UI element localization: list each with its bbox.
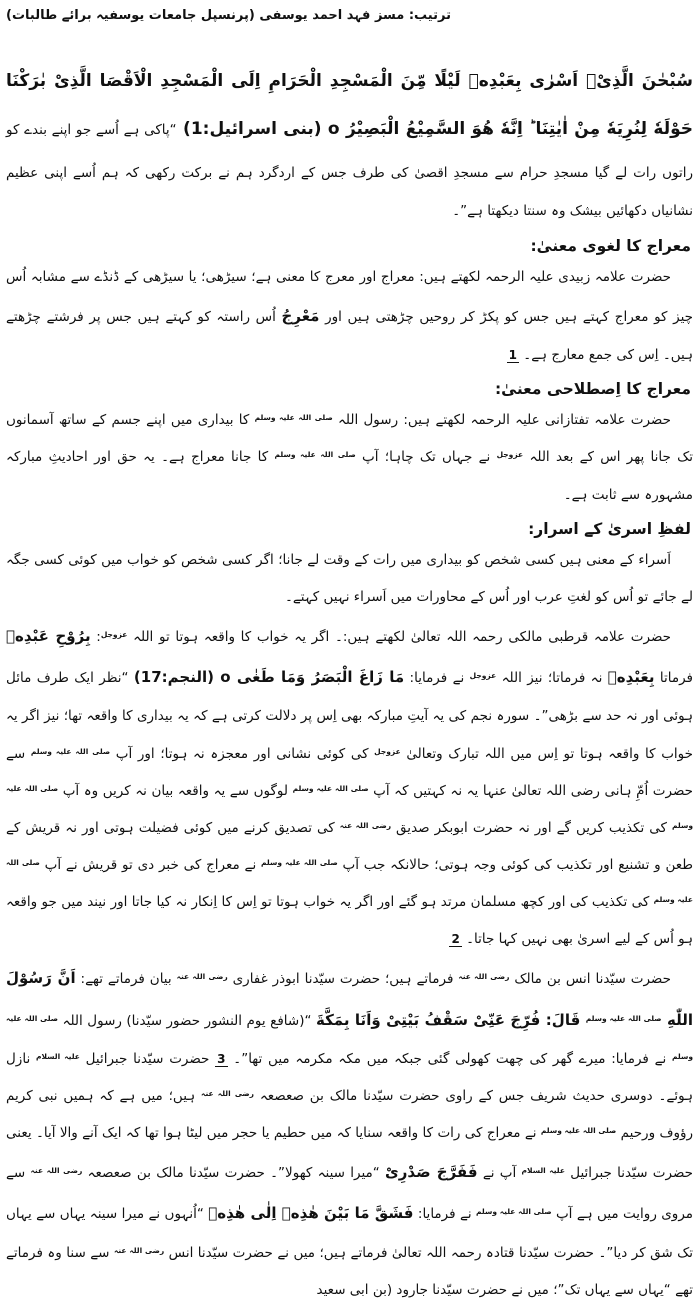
urdu-text-segment: کا بیداری میں اپنے جسم کے ساتھ آسمانوں تک جانا پھر اس کے بعد اللہ bbox=[6, 412, 693, 466]
urdu-text-segment: نے جہاں تک چاہا؛ آپ bbox=[355, 449, 497, 466]
urdu-text-segment: سے حضرت اُمِّ ہانی رضی اللہ تعالیٰ عنہا یہ نہ کہتیں کہ آپ bbox=[6, 745, 693, 799]
urdu-text-segment: حضرت سیّدنا انس بن مالک bbox=[509, 971, 671, 988]
urdu-text-segment: “اُنہوں نے میرا سینہ یہاں سے یہاں تک شق کر دیا”۔ حضرت سیّدنا قتادہ رحمہ اللہ تعالیٰ فرماتے ہیں؛ میں نے حضرت سیّدنا انس bbox=[6, 1206, 693, 1261]
para-qurtubi bbox=[6, 616, 693, 958]
urdu-text-segment: “پاکی ہے اُسے جو اپنے بندے کو راتوں رات لے گیا مسجدِ حرام سے مسجدِ اقصیٰ کی طرف جس کے اردگرد ہم نے برکت رکھی کہ ہم اُسے اپنی عظیم نشانیاں دکھائیں بیشک وہ سنتا دیکھتا ہے”۔ bbox=[6, 122, 693, 220]
arabic-text-segment: اَنَّ رَسُوْلَ اللّٰهِ bbox=[6, 969, 693, 1029]
honorific-text-segment: صلی اللہ علیہ وسلم bbox=[6, 783, 693, 830]
honorific-text-segment: صلی اللہ علیہ وسلم bbox=[476, 1207, 552, 1217]
heading-meraj-lughwi-maani: معراج کا لغوی معنیٰ: bbox=[530, 236, 691, 255]
heading-meraj-istilahi-maani: معراج کا اِصطلاحی معنیٰ: bbox=[494, 380, 691, 399]
honorific-text-segment: صلی اللہ علیہ وسلم bbox=[274, 450, 356, 460]
urdu-text-segment: حضرت علامہ قرطبی مالکی رحمہ اللہ تعالیٰ لکھتے ہیں:۔ اگر یہ خواب کا واقعہ ہوتا تو اللہ bbox=[127, 628, 671, 645]
urdu-text-segment: “(شافع یوم النشور حضور سیّدنا) رسول اللہ bbox=[58, 1012, 316, 1029]
arabic-text-segment: مَا زَاغَ الْبَصَرُ وَمَا طَغٰی o (النجم:17) bbox=[133, 668, 405, 687]
honorific-text-segment: عزوجل bbox=[374, 746, 401, 756]
urdu-text-segment: حضرت علامہ زبیدی علیہ الرحمہ لکھتے ہیں: معراج اور معرج کا معنی ہے؛ سیڑھی؛ یا سیڑھی کے ڈنڈے سے مشابہ اُس چیز کو معراج کہتے ہیں جس کو پکڑ کر روحیں چڑھتی ہیں اور bbox=[6, 268, 694, 325]
urdu-text-segment: بیان فرماتے تھے: bbox=[75, 971, 177, 988]
urdu-text-segment: اُس راستہ کو کہتے ہیں جس پر فرشتے چڑھتے ہیں۔ اِس کی جمع معارج ہے۔ bbox=[6, 308, 693, 364]
urdu-text-segment: کی تکذیب کریں گے اور نہ حضرت ابوبکر صدیق bbox=[391, 819, 673, 836]
honorific-text-segment: صلی اللہ علیہ وسلم bbox=[30, 746, 111, 756]
honorific-text-segment: عزوجل bbox=[100, 629, 128, 639]
honorific-text-segment: رضی اللہ عنہ bbox=[458, 972, 510, 982]
honorific-text-segment: صلی اللہ علیہ وسلم bbox=[6, 857, 693, 905]
urdu-text-segment: کی کوئی نشانی اور معجزہ نہ ہوتا؛ اور آپ bbox=[110, 745, 375, 762]
urdu-text-segment: فرماتے ہیں؛ حضرت سیّدنا ابوذر غفاری bbox=[227, 971, 459, 988]
urdu-text-segment: “نظر ایک طرف مائل ہوئی اور نہ حد سے بڑھی”۔ سورہ نجم کی یہ آیتِ مبارکہ بھی اِس پر دلالت کرتی ہے کہ یہ بیداری کا واقعہ تھا؛ نیز اگر یہ خواب کا واقعہ ہوتا تو اِس میں اللہ تبارک وتعالیٰ bbox=[6, 670, 694, 762]
arabic-text-segment: قَالَ: فُرِّجَ عَنِّیْ سَقْفُ بَیْتِیْ وَاَنَا بِمَكَّةَ bbox=[315, 1010, 586, 1029]
urdu-text-segment: حضرت سیّدنا جبرائیل bbox=[79, 1050, 216, 1067]
urdu-text-segment: سے سنا وہ فرماتے تھے “یہاں سے یہاں تک”؛ میں نے حضرت سیّدنا جارود (بن ابی سعید bbox=[6, 1244, 693, 1298]
para-taftazani bbox=[6, 402, 693, 513]
honorific-text-segment: صلی اللہ علیہ وسلم bbox=[6, 1013, 694, 1061]
honorific-text-segment: رضی اللہ عنہ bbox=[30, 1166, 83, 1176]
urdu-text-segment: فرماتا bbox=[654, 670, 694, 687]
honorific-text-segment: عزوجل bbox=[469, 671, 497, 681]
para-anas-abuzar bbox=[6, 958, 693, 1309]
urdu-text-segment: نے فرمایا: bbox=[413, 1206, 477, 1223]
honorific-text-segment: رضی اللہ عنہ bbox=[201, 1088, 254, 1098]
urdu-text-segment: آپ نے bbox=[477, 1165, 522, 1182]
byline: ترتیب: مسز فہد احمد یوسفی (پرنسپل جامعات یوسفیہ برائے طالبات) bbox=[6, 8, 451, 23]
urdu-text-segment: ہیں؛ میں ہے کہ ہمیں نبی کریم رؤوف ورحیم bbox=[6, 1087, 693, 1142]
arabic-text-segment: بِرُوْحِ عَبْدِهٖ bbox=[6, 626, 91, 645]
arabic-text-segment: مَعْرِجُ bbox=[281, 306, 320, 325]
honorific-text-segment: صلی اللہ علیہ وسلم bbox=[254, 413, 333, 423]
urdu-text-segment: نے فرمایا: bbox=[404, 670, 470, 687]
honorific-text-segment: عزوجل bbox=[496, 450, 524, 460]
urdu-text-segment: نے فرمایا: میرے گھر کی چھت کھولی گئی جبکہ میں مکہ مکرمہ میں تھا”۔ bbox=[227, 1050, 673, 1067]
urdu-text-segment: سے مروی روایت میں ہے آپ bbox=[6, 1165, 694, 1223]
arabic-text-segment: فَشَقَّ مَا بَیْنَ هٰذِهٖ اِلٰی هٰذِهٖ bbox=[208, 1204, 414, 1223]
honorific-text-segment: علیہ السلام bbox=[35, 1051, 80, 1061]
honorific-text-segment: رضی اللہ عنہ bbox=[176, 972, 228, 982]
honorific-text-segment: صلی اللہ علیہ وسلم bbox=[261, 857, 338, 867]
honorific-text-segment: صلی اللہ علیہ وسلم bbox=[585, 1013, 662, 1023]
arabic-text-segment: سُبْحٰنَ الَّذِیْۤ اَسْرٰی بِعَبْدِهٖ لَیْلًا مِّنَ الْمَسْجِدِ الْحَرَامِ اِلَی الْمَسْجِدِ الْاَقْصَا الَّذِیْ بٰرَكْنَا حَوْلَهٗ لِنُرِیَهٗ مِنْ اٰیٰتِنَا ؕ اِنَّهٗ هُوَ السَّمِیْعُ الْبَصِیْرُ o bbox=[6, 71, 694, 140]
heading-lafz-isra-ke-asrar: لفظِ اسریٰ کے اسرار: bbox=[528, 519, 691, 538]
urdu-text-segment: “میرا سینہ کھولا”۔ حضرت سیّدنا مالک بن صعصعہ bbox=[82, 1165, 386, 1182]
urdu-text-segment: نہ فرماتا؛ نیز اللہ bbox=[496, 670, 608, 687]
para-isra-maani bbox=[6, 542, 693, 616]
urdu-text-segment: اَسراء کے معنی ہیں کسی شخص کو بیداری میں رات کے وقت لے جانا؛ اگر کسی شخص کو خواب میں کوئی کسی جگہ لے جائے تو اُس کو لغتِ عرب اور اُس کے محاورات میں اَسراء نہیں کہتے۔ bbox=[6, 551, 693, 605]
footnote-text-segment: 1 bbox=[508, 348, 518, 363]
footnote-text-segment: 3 bbox=[217, 1051, 226, 1066]
urdu-text-segment: کا جانا معراج ہے۔ یہ حق اور احادیثِ مبارکہ مشہورہ سے ثابت ہے۔ bbox=[6, 449, 693, 503]
urdu-text-segment: حضرت علامہ تفتازانی علیہ الرحمہ لکھتے ہیں: رسول اللہ bbox=[332, 412, 671, 429]
urdu-text-segment: کی تصدیق کرنے میں کوئی فضیلت ہوتی اور نہ قریش کے طعن و تشنیع اور تکذیب کی کوئی وجہ ہوتی؛ حالانکہ جب آپ bbox=[6, 819, 693, 873]
urdu-text-segment: نے معراج کی خبر دی تو قریش نے آپ bbox=[39, 856, 262, 873]
urdu-text-segment: : bbox=[90, 628, 101, 645]
arabic-text-segment: فَفَرَّجَ صَدْرِیْ bbox=[385, 1163, 478, 1182]
para-zubaidi bbox=[6, 259, 693, 375]
honorific-text-segment: علیہ السلام bbox=[521, 1166, 565, 1176]
honorific-text-segment: رضی اللہ عنہ bbox=[113, 1245, 165, 1255]
arabic-text-segment: (بنی اسرائیل:1) bbox=[176, 119, 322, 140]
quran-verse-paragraph bbox=[6, 57, 693, 231]
urdu-text-segment: لوگوں سے یہ واقعہ بیان نہ کریں وہ آپ bbox=[58, 782, 293, 799]
urdu-text-segment: نازل ہوئے۔ دوسری حدیث شریف جس کے راوی حضرت سیّدنا مالک بن صعصعہ bbox=[6, 1050, 693, 1104]
urdu-text-segment: نے معراج کی رات کا واقعہ سنایا کہ میں حطیم یا حجر میں لیٹا ہوا تھا کہ ایک آنے والا آیا۔ یعنی حضرت سیّدنا جبرائیل bbox=[6, 1125, 693, 1182]
arabic-text-segment: بِعَبْدِهٖ bbox=[607, 668, 655, 687]
honorific-text-segment: صلی اللہ علیہ وسلم bbox=[292, 783, 369, 793]
honorific-text-segment: رضی اللہ عنہ bbox=[339, 820, 392, 830]
honorific-text-segment: صلی اللہ علیہ وسلم bbox=[540, 1126, 617, 1136]
urdu-text-segment: کی تکذیب کی اور کچھ مسلمان مرتد ہو گئے اور اگر یہ خواب ہوتا تو اِس کا اِنکار نہ کیا جاتا اور نیند میں جو واقعہ ہو اُس کے لیے اسریٰ بھی نہیں کہا جاتا۔ bbox=[6, 894, 693, 948]
footnote-text-segment: 2 bbox=[451, 932, 460, 947]
